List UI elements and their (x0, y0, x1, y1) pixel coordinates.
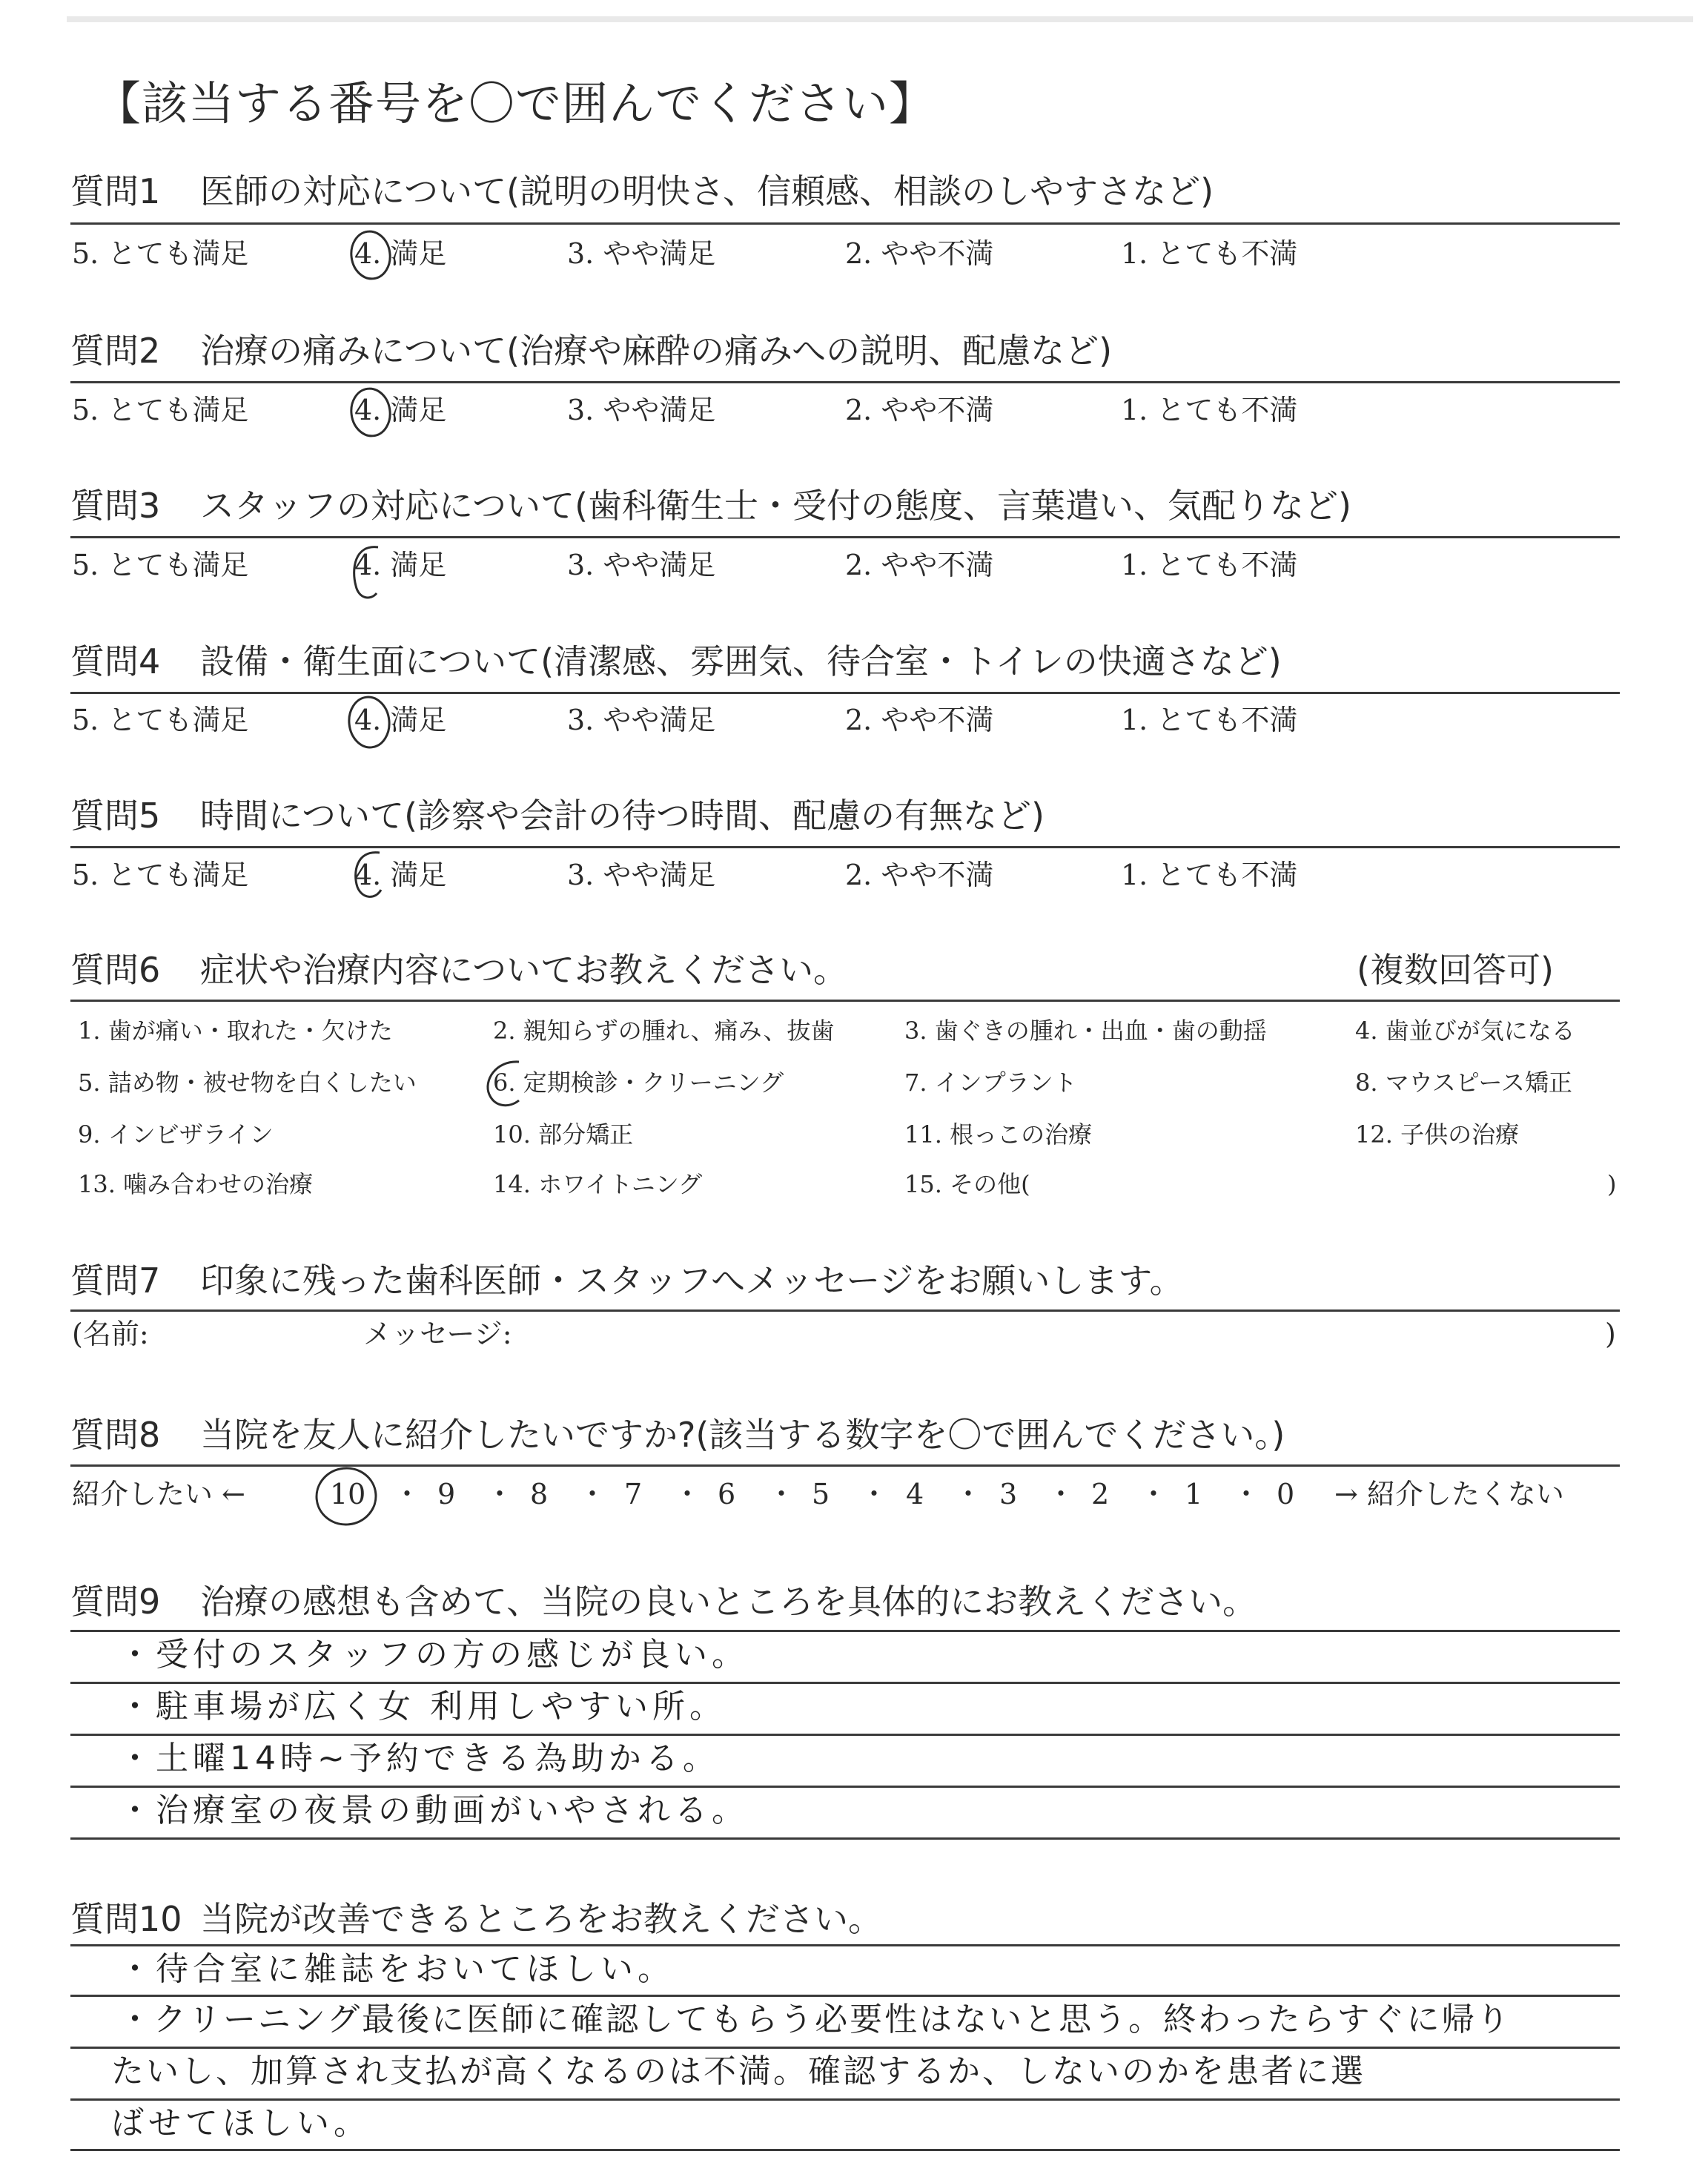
q8-dot: ・ (1232, 1478, 1261, 1510)
q2-option-3[interactable]: 3. やや満足 (567, 394, 716, 426)
q7-name-label: (名前: (72, 1318, 149, 1350)
question-5-text: 時間について(診察や会計の待つ時間、配慮の有無など) (200, 796, 1045, 836)
question-5-title (70, 793, 1045, 838)
q2-option-1[interactable]: 1. とても不満 (1121, 394, 1298, 426)
question-7-title (70, 1258, 1184, 1303)
question-5-rule (70, 846, 1620, 848)
question-9-rule (70, 1630, 1620, 1632)
q8-scale-7[interactable]: 7 (624, 1478, 643, 1510)
q8-dot: ・ (673, 1478, 702, 1510)
q6-option-10[interactable]: 10. 部分矯正 (493, 1120, 634, 1149)
q8-dot: ・ (486, 1478, 514, 1510)
question-6-text: 症状や治療内容についてお教えください。 (200, 950, 848, 990)
question-4-rule (70, 692, 1620, 694)
q3-option-3[interactable]: 3. やや満足 (567, 549, 716, 581)
q8-dot: ・ (393, 1478, 422, 1510)
question-10-rule (70, 1944, 1620, 1946)
q10-answer-line (70, 2098, 1620, 2101)
question-6-label: 質問6 (70, 950, 161, 990)
q8-dot: ・ (578, 1478, 607, 1510)
q4-option-2[interactable]: 2. やや不満 (845, 704, 994, 736)
q1-option-5[interactable]: 5. とても満足 (72, 237, 249, 270)
q8-scale-10[interactable]: 10 (330, 1478, 366, 1510)
q6-option-9[interactable]: 9. インビザライン (78, 1120, 274, 1149)
question-9-title (70, 1579, 1257, 1624)
q8-scale-8[interactable]: 8 (530, 1478, 549, 1510)
question-2-label: 質問2 (70, 331, 161, 371)
q9-answer-line (70, 1786, 1620, 1788)
q9-answer-line (70, 1837, 1620, 1840)
q9-answer-line (70, 1734, 1620, 1736)
q8-dot: ・ (860, 1478, 889, 1510)
question-9-label: 質問9 (70, 1582, 161, 1622)
q6-option-6[interactable]: 6. 定期検診・クリーニング (493, 1069, 784, 1097)
question-6-title (70, 948, 847, 992)
question-10-title (70, 1897, 882, 1941)
q10-answer-2: ・クリーニング最後に医師に確認してもらう必要性はないと思う。終わったらすぐに帰り (119, 2001, 1512, 2038)
q8-dot: ・ (767, 1478, 796, 1510)
q1-option-4[interactable]: 4. 満足 (354, 237, 447, 270)
q2-option-4[interactable]: 4. 満足 (354, 394, 447, 426)
q8-scale-1[interactable]: 1 (1185, 1478, 1203, 1510)
q6-option-5[interactable]: 5. 詰め物・被せ物を白くしたい (78, 1069, 417, 1097)
q4-option-3[interactable]: 3. やや満足 (567, 704, 716, 736)
q8-scale-3[interactable]: 3 (999, 1478, 1018, 1510)
question-5-label: 質問5 (70, 796, 161, 836)
question-1-rule (70, 222, 1620, 225)
question-1-text: 医師の対応について(説明の明快さ、信頼感、相談のしやすさなど) (200, 171, 1214, 211)
q9-answer-2: ・駐車場が広く女 利用しやすい所。 (119, 1688, 726, 1725)
question-3-title (70, 483, 1351, 528)
q7-message-label: メッセージ: (363, 1318, 512, 1350)
q8-dot: ・ (1139, 1478, 1168, 1510)
question-8-text: 当院を友人に紹介したいですか?(該当する数字を〇で囲んでください。) (200, 1415, 1285, 1455)
scan-top-edge (67, 16, 1693, 22)
question-7-text: 印象に残った歯科医師・スタッフへメッセージをお願いします。 (200, 1261, 1184, 1301)
q5-option-1[interactable]: 1. とても不満 (1121, 859, 1298, 891)
q2-option-5[interactable]: 5. とても満足 (72, 394, 249, 426)
q8-scale-6[interactable]: 6 (718, 1478, 736, 1510)
q6-option-14[interactable]: 14. ホワイトニング (493, 1170, 703, 1198)
question-2-rule (70, 381, 1620, 383)
question-8-title (70, 1413, 1285, 1457)
q9-answer-3: ・土曜14時~予約できる為助かる。 (119, 1740, 720, 1777)
q8-dot: ・ (1047, 1478, 1076, 1510)
q6-option-15[interactable]: 15. その他( (904, 1170, 1030, 1198)
question-8-label: 質問8 (70, 1415, 161, 1455)
q9-answer-4: ・治療室の夜景の動画がいやされる。 (119, 1791, 749, 1829)
q6-option-2[interactable]: 2. 親知らずの腫れ、痛み、抜歯 (493, 1017, 835, 1045)
q4-option-4[interactable]: 4. 満足 (354, 704, 447, 736)
q8-scale-0[interactable]: 0 (1277, 1478, 1295, 1510)
q1-option-3[interactable]: 3. やや満足 (567, 237, 716, 270)
question-10-label: 質問10 (70, 1899, 182, 1939)
q10-answer-3: たいし、加算され支払が高くなるのは不満。確認するか、しないのかを患者に選 (111, 2052, 1366, 2090)
q7-close-paren: ) (1605, 1318, 1616, 1350)
question-4-label: 質問4 (70, 641, 161, 681)
q1-option-2[interactable]: 2. やや不満 (845, 237, 994, 270)
q8-dot: ・ (954, 1478, 983, 1510)
q10-answer-line (70, 2149, 1620, 2151)
q8-right-label: → 紹介したくない (1334, 1478, 1564, 1510)
question-8-rule (70, 1464, 1620, 1467)
page-title: 【該当する番号を〇で囲んでください】 (95, 76, 936, 131)
q5-option-5[interactable]: 5. とても満足 (72, 859, 249, 891)
question-2-text: 治療の痛みについて(治療や麻酔の痛みへの説明、配慮など) (200, 331, 1113, 371)
q3-option-5[interactable]: 5. とても満足 (72, 549, 249, 581)
q9-answer-line (70, 1682, 1620, 1684)
question-4-title (70, 639, 1282, 684)
q8-scale-4[interactable]: 4 (906, 1478, 924, 1510)
q5-option-4[interactable]: 4. 満足 (354, 859, 447, 891)
q6-option-13[interactable]: 13. 噛み合わせの治療 (78, 1170, 314, 1198)
question-7-label: 質問7 (70, 1261, 161, 1301)
q3-option-4[interactable]: 4. 満足 (354, 549, 447, 581)
q8-scale-9[interactable]: 9 (437, 1478, 456, 1510)
q4-option-5[interactable]: 5. とても満足 (72, 704, 249, 736)
question-3-rule (70, 536, 1620, 538)
q10-answer-1: ・待合室に雑誌をおいてほしい。 (119, 1950, 675, 1988)
q8-left-label: 紹介したい ← (72, 1478, 245, 1510)
question-2-title (70, 328, 1112, 373)
question-4-text: 設備・衛生面について(清潔感、雰囲気、待合室・トイレの快適さなど) (200, 641, 1282, 681)
q2-option-2[interactable]: 2. やや不満 (845, 394, 994, 426)
q5-option-2[interactable]: 2. やや不満 (845, 859, 994, 891)
q3-option-2[interactable]: 2. やや不満 (845, 549, 994, 581)
q6-option-7[interactable]: 7. インプラント (904, 1069, 1077, 1097)
question-10-text: 当院が改善できるところをお教えください。 (200, 1899, 882, 1939)
question-1-label: 質問1 (70, 171, 161, 211)
question-7-rule (70, 1309, 1620, 1312)
question-3-label: 質問3 (70, 486, 161, 526)
q6-option-12[interactable]: 12. 子供の治療 (1355, 1120, 1520, 1149)
question-6-note: (複数回答可) (1357, 950, 1554, 990)
question-1-title (70, 169, 1214, 214)
q8-scale-2[interactable]: 2 (1091, 1478, 1110, 1510)
q10-answer-line (70, 2047, 1620, 2049)
q6-option-11[interactable]: 11. 根っこの治療 (904, 1120, 1093, 1149)
q6-option-3[interactable]: 3. 歯ぐきの腫れ・出血・歯の動揺 (904, 1017, 1267, 1045)
q4-option-1[interactable]: 1. とても不満 (1121, 704, 1298, 736)
q6-option-4[interactable]: 4. 歯並びが気になる (1355, 1017, 1575, 1045)
q5-option-3[interactable]: 3. やや満足 (567, 859, 716, 891)
question-3-text: スタッフの対応について(歯科衛生士・受付の態度、言葉遣い、気配りなど) (200, 486, 1351, 526)
q10-answer-line (70, 1995, 1620, 1997)
q3-option-1[interactable]: 1. とても不満 (1121, 549, 1298, 581)
q8-scale-5[interactable]: 5 (812, 1478, 830, 1510)
q6-option-1[interactable]: 1. 歯が痛い・取れた・欠けた (78, 1017, 393, 1045)
q10-answer-4: ばせてほしい。 (111, 2104, 371, 2142)
q1-option-1[interactable]: 1. とても不満 (1121, 237, 1298, 270)
question-9-text: 治療の感想も含めて、当院の良いところを具体的にお教えください。 (200, 1582, 1257, 1622)
q6-option-15-close: ) (1607, 1170, 1617, 1198)
q6-option-8[interactable]: 8. マウスピース矯正 (1355, 1069, 1572, 1097)
q9-answer-1: ・受付のスタッフの方の感じが良い。 (119, 1636, 749, 1674)
question-6-rule (70, 1000, 1620, 1002)
